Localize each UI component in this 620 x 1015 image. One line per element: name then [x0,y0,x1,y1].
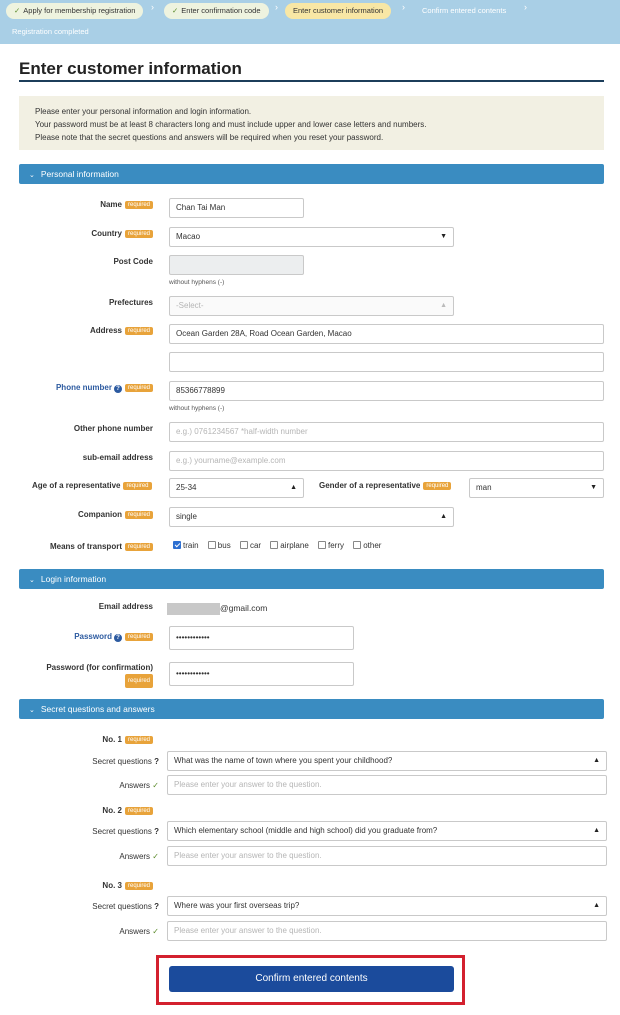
transport-airplane-checkbox[interactable]: airplane [270,541,308,550]
checkbox-icon [318,541,326,549]
secret-question-label: Secret questions ? [92,902,159,911]
page-title: Enter customer information [19,59,242,78]
country-label: Country required [91,229,153,238]
password-confirm-label: Password (for confirmation) required [46,662,153,688]
phone-number-input[interactable]: 85366778899 [169,381,604,401]
email-address-label: Email address [98,602,153,611]
chevron-down-icon: ⌄ [29,577,35,584]
answer-label: Answers ✓ [119,852,159,861]
gender-select[interactable]: man ▼ [469,478,604,498]
checkbox-checked-icon [173,541,181,549]
secret-answer-3-input[interactable]: Please enter your answer to the question. [167,921,607,941]
post-code-label: Post Code [113,257,153,266]
help-icon: ? [154,757,159,766]
chevron-down-icon: ⌄ [29,172,35,179]
companion-select[interactable]: single ▲ [169,507,454,527]
other-phone-input[interactable]: e.g.) 0761234567 *half-width number [169,422,604,442]
secret-no1-label: No. 1 required [102,735,153,744]
secret-question-1-select[interactable]: What was the name of town where you spent your childhood? ▲ [167,751,607,771]
address-label: Address required [90,326,153,335]
phone-number-label: Phone number ? required [56,383,153,393]
checkbox-icon [353,541,361,549]
sub-email-input[interactable]: e.g.) yourname@example.com [169,451,604,471]
other-phone-label: Other phone number [73,424,153,433]
post-code-hint: without hyphens (-) [169,279,225,286]
prefectures-label: Prefectures [108,298,153,307]
help-icon: ? [154,827,159,836]
instructions-notice: Please enter your personal information and login information. Your password must be at least 8 characters long and must include upper and lower case letters and numbers. Please note that the secret questions and answers will be required when you reset your password. [19,96,604,150]
section-secret-questions[interactable]: ⌄ Secret questions and answers [19,699,604,719]
masked-email-user [167,603,220,615]
name-label: Name required [100,200,153,209]
country-select[interactable]: Macao ▼ [169,227,454,247]
caret-up-icon: ▲ [593,902,600,909]
secret-answer-2-input[interactable]: Please enter your answer to the question. [167,846,607,866]
step-confirmation-code: ✓ Enter confirmation code [164,3,269,19]
transport-options [173,541,388,550]
age-select[interactable]: 25-34 ▲ [169,478,304,498]
secret-question-3-select[interactable]: Where was your first overseas trip? ▲ [167,896,607,916]
title-divider [19,80,604,82]
step-registration-completed: Registration completed [12,27,89,36]
address-line1-input[interactable]: Ocean Garden 28A, Road Ocean Garden, Macao [169,324,604,344]
caret-up-icon: ▲ [440,513,447,520]
caret-up-icon: ▲ [440,302,447,309]
caret-down-icon: ▼ [590,484,597,491]
step-confirm-contents: Confirm entered contents [422,6,507,15]
help-icon: ? [154,902,159,911]
answer-label: Answers ✓ [119,781,159,790]
gender-label: Gender of a representative required [319,481,451,490]
check-icon: ✓ [172,6,179,15]
check-icon: ✓ [14,6,21,15]
transport-other-checkbox[interactable]: other [353,541,381,550]
caret-up-icon: ▲ [593,757,600,764]
address-line2-input[interactable] [169,352,604,372]
password-input[interactable]: •••••••••••• [169,626,354,650]
registration-progress-bar [0,0,620,44]
confirm-entered-contents-button[interactable]: Confirm entered contents [169,966,454,992]
checkbox-icon [270,541,278,549]
secret-no3-label: No. 3 required [102,881,153,890]
check-icon: ✓ [152,927,159,936]
chevron-right-icon: › [524,2,527,12]
prefectures-select[interactable]: -Select- ▲ [169,296,454,316]
check-icon: ✓ [152,852,159,861]
secret-question-label: Secret questions ? [92,827,159,836]
checkbox-icon [208,541,216,549]
chevron-down-icon: ⌄ [29,707,35,714]
email-address-value: @gmail.com [220,603,268,613]
section-login-information[interactable]: ⌄ Login information [19,569,604,589]
transport-label: Means of transport required [50,542,153,551]
caret-up-icon: ▲ [593,827,600,834]
secret-answer-1-input[interactable]: Please enter your answer to the question. [167,775,607,795]
password-label: Password ? required [74,632,153,642]
age-label: Age of a representative required [32,481,152,490]
help-icon[interactable]: ? [114,634,122,642]
transport-bus-checkbox[interactable]: bus [208,541,231,550]
transport-ferry-checkbox[interactable]: ferry [318,541,344,550]
caret-up-icon: ▲ [290,484,297,491]
checkbox-icon [240,541,248,549]
transport-car-checkbox[interactable]: car [240,541,261,550]
sub-email-label: sub-email address [82,453,153,462]
name-input[interactable]: Chan Tai Man [169,198,304,218]
step-apply-membership: ✓ Apply for membership registration [6,3,143,19]
secret-no2-label: No. 2 required [102,806,153,815]
secret-question-2-select[interactable]: Which elementary school (middle and high school) did you graduate from? ▲ [167,821,607,841]
password-confirm-input[interactable]: •••••••••••• [169,662,354,686]
chevron-right-icon: › [275,2,278,12]
transport-train-checkbox[interactable]: train [173,541,199,550]
step-customer-information: Enter customer information [285,3,391,19]
check-icon: ✓ [152,781,159,790]
answer-label: Answers ✓ [119,927,159,936]
post-code-input[interactable] [169,255,304,275]
companion-label: Companion required [78,510,153,519]
chevron-right-icon: › [151,2,154,12]
chevron-right-icon: › [402,2,405,12]
secret-question-label: Secret questions ? [92,757,159,766]
section-personal-information[interactable]: ⌄ Personal information [19,164,604,184]
caret-down-icon: ▼ [440,233,447,240]
phone-number-hint: without hyphens (-) [169,405,225,412]
help-icon[interactable]: ? [114,385,122,393]
